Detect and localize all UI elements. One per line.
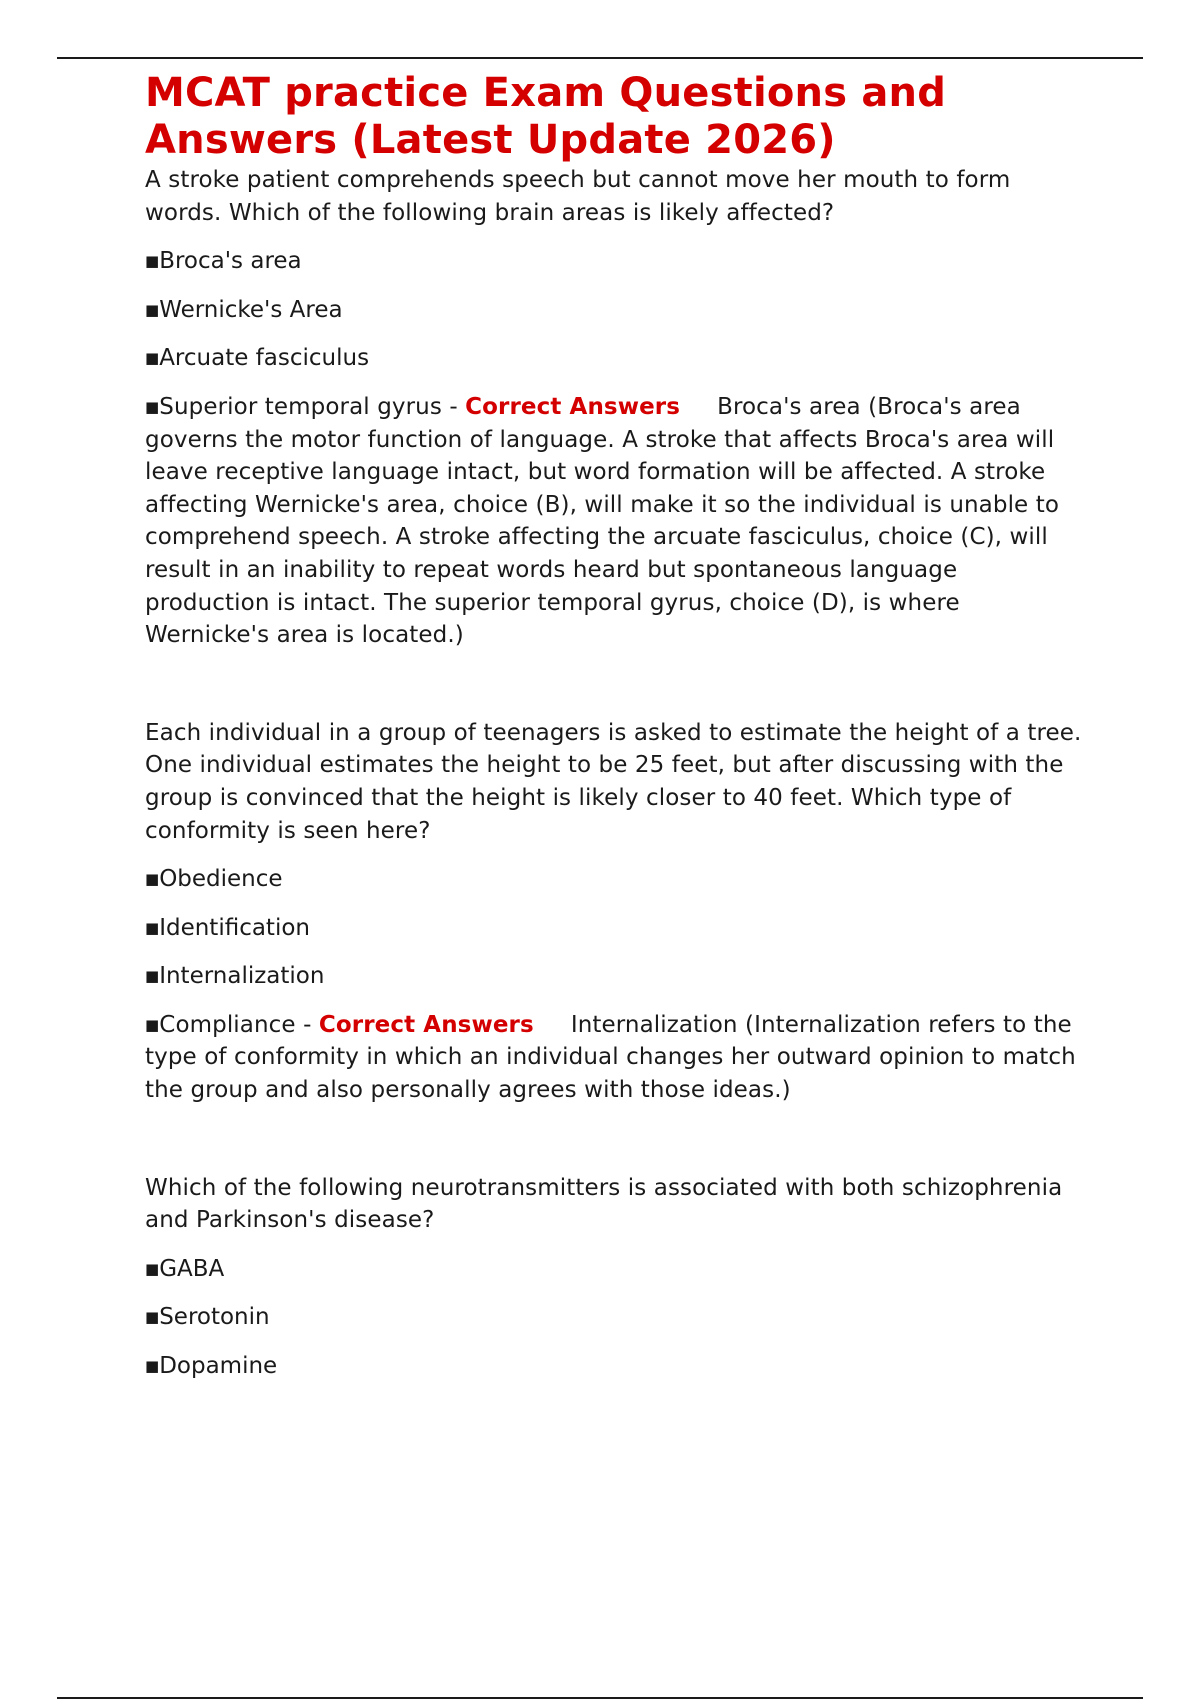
- bullet-square-icon: ■: [145, 300, 160, 319]
- question-3-option-a: [145, 1253, 1085, 1286]
- bullet-square-icon: ■: [145, 870, 160, 889]
- question-3-option-c: [145, 1350, 1085, 1383]
- question-1-option-d-with-answer: [145, 391, 1085, 652]
- answer-explanation: Internalization (Internalization refers to the type of conformity in which an individual changes her outward opinion to match the group and also personally agrees with those ideas.): [145, 1011, 1076, 1104]
- question-2-option-b: [145, 912, 1085, 945]
- option-text: Obedience: [159, 866, 283, 893]
- option-text: Identification: [159, 914, 310, 941]
- question-1: [145, 164, 1085, 652]
- option-text: Serotonin: [159, 1304, 270, 1331]
- question-3: [145, 1172, 1085, 1383]
- header-rule: [57, 57, 1143, 59]
- correct-answers-label: Correct Answers: [465, 393, 681, 420]
- question-3-prompt: Which of the following neurotransmitters is associated with both schizophrenia and Parkinson's disease?: [145, 1174, 1063, 1234]
- question-3-option-b: [145, 1301, 1085, 1334]
- question-2-option-d-with-answer: [145, 1009, 1085, 1107]
- question-2-prompt: Each individual in a group of teenagers is asked to estimate the height of a tree. One individual estimates the height to be 25 feet, but after discussing with the group is convinced that the height is likely closer to 40 feet. Which type of conformity is seen here?: [145, 719, 1082, 844]
- question-1-option-a: [145, 245, 1085, 278]
- option-text: Broca's area: [159, 248, 302, 275]
- question-2-option-c: [145, 960, 1085, 993]
- footer-rule: [57, 1697, 1143, 1699]
- question-1-prompt: A stroke patient comprehends speech but cannot move her mouth to form words. Which of the following brain areas is likely affected?: [145, 167, 1011, 226]
- option-text: Arcuate fasciculus: [159, 345, 370, 372]
- bullet-square-icon: ■: [145, 918, 160, 937]
- correct-answers-label: Correct Answers: [318, 1011, 534, 1038]
- question-2: [145, 717, 1085, 1107]
- option-text: GABA: [159, 1255, 225, 1282]
- bullet-square-icon: ■: [145, 252, 160, 271]
- answer-separator: -: [295, 1011, 319, 1038]
- document-body: [145, 70, 1085, 1383]
- bullet-square-icon: ■: [145, 1015, 160, 1034]
- question-2-option-a: [145, 863, 1085, 896]
- question-1-option-b: [145, 294, 1085, 327]
- bullet-square-icon: ■: [145, 1308, 160, 1327]
- bullet-square-icon: ■: [145, 1259, 160, 1278]
- answer-explanation: Broca's area (Broca's area governs the motor function of language. A stroke that affects Broca's area will leave receptive language intact, but word formation will be affected. A stroke affecting Wernicke's area, choice (B), will make it so the individual is unable to comprehend speech. A stroke affecting the arcuate fasciculus, choice (C), will result in an inability to repeat words heard but spontaneous language production is intact. The superior temporal gyrus, choice (D), is where Wernicke's area is located.): [145, 393, 1060, 649]
- answer-separator: -: [441, 393, 466, 420]
- bullet-square-icon: ■: [145, 349, 160, 368]
- bullet-square-icon: ■: [145, 967, 160, 986]
- document-title: MCAT practice Exam Questions and Answers (Latest Update 2026): [145, 70, 947, 163]
- option-text: Compliance: [159, 1011, 296, 1038]
- option-text: Wernicke's Area: [159, 296, 343, 323]
- question-1-option-c: [145, 342, 1085, 375]
- bullet-square-icon: ■: [145, 397, 160, 416]
- bullet-square-icon: ■: [145, 1357, 160, 1376]
- option-text: Superior temporal gyrus: [159, 393, 442, 420]
- option-text: Internalization: [159, 963, 325, 990]
- option-text: Dopamine: [159, 1353, 278, 1380]
